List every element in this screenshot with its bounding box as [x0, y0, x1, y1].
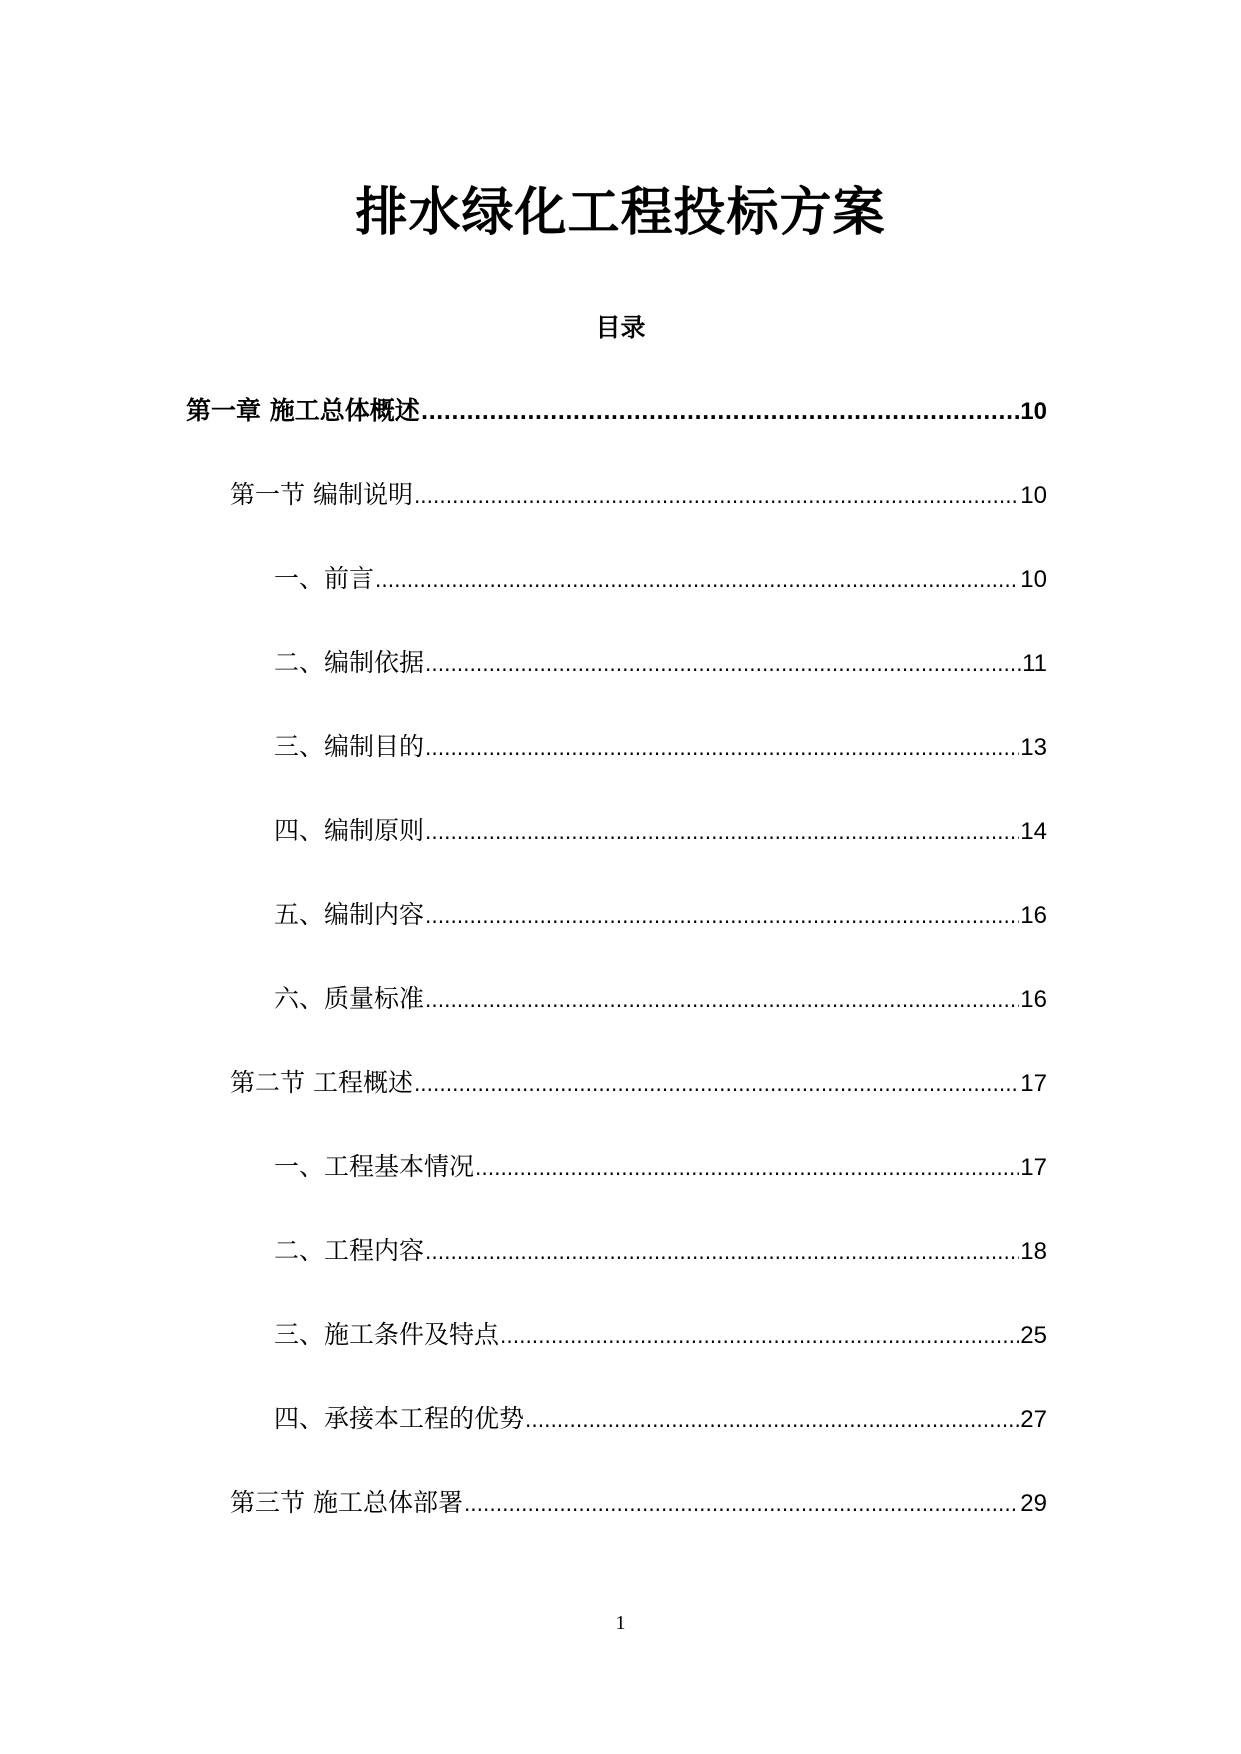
toc-entry-page: 29: [1020, 1490, 1047, 1517]
toc-entry-page: 10: [1020, 398, 1047, 425]
toc-entry-label: 二、工程内容: [274, 1236, 425, 1265]
toc-entry-page: 16: [1020, 902, 1047, 929]
toc-entry-label: 第二节 工程概述: [230, 1068, 413, 1097]
toc-entry-label: 五、编制内容: [274, 900, 425, 929]
toc-entry[interactable]: [274, 1231, 1047, 1271]
toc-entry-label: 二、编制依据: [274, 648, 425, 677]
toc-entry-page: 25: [1020, 1322, 1047, 1349]
page-number: 1: [615, 1612, 626, 1634]
toc-entry-page: 10: [1020, 482, 1047, 509]
toc-entry-label: 第三节 施工总体部署: [230, 1488, 463, 1517]
toc-entry-page: 18: [1020, 1238, 1047, 1265]
toc-entry[interactable]: [274, 1147, 1047, 1187]
toc-entry-page: 17: [1020, 1154, 1047, 1181]
dot-leader: [425, 812, 1019, 852]
toc-entry-label: 三、施工条件及特点: [274, 1320, 500, 1349]
toc-entry[interactable]: [274, 811, 1047, 851]
toc-entry-page: 14: [1020, 818, 1047, 845]
toc-entry[interactable]: [274, 1315, 1047, 1355]
dot-leader: [425, 896, 1019, 936]
toc-entry-page: 16: [1020, 986, 1047, 1013]
toc-entry-label: 第一章 施工总体概述: [186, 396, 420, 425]
toc-entry-page: 10: [1020, 566, 1047, 593]
toc-entry-page: 27: [1020, 1406, 1047, 1433]
toc-entry-label: 第一节 编制说明: [230, 480, 413, 509]
toc-entry[interactable]: [274, 1399, 1047, 1439]
toc-entry-label: 四、承接本工程的优势: [274, 1404, 525, 1433]
toc-entry-page: 13: [1020, 734, 1047, 761]
toc-entry-label: 一、前言: [274, 564, 375, 593]
toc-entry[interactable]: [230, 1483, 1047, 1523]
toc-heading: 目录: [595, 313, 646, 342]
dot-leader: [425, 728, 1019, 768]
dot-leader: [425, 644, 1021, 684]
toc-entry-label: 六、质量标准: [274, 984, 425, 1013]
toc-entry[interactable]: [230, 1063, 1047, 1103]
dot-leader: [421, 392, 1020, 432]
dot-leader: [414, 476, 1019, 516]
toc-entry[interactable]: [186, 391, 1047, 431]
toc-entry-page: 11: [1022, 650, 1047, 677]
toc-entry-label: 一、工程基本情况: [274, 1152, 475, 1181]
dot-leader: [475, 1148, 1019, 1188]
dot-leader: [425, 1232, 1019, 1272]
dot-leader: [525, 1400, 1019, 1440]
toc-entry[interactable]: [274, 643, 1047, 683]
toc-entry[interactable]: [274, 895, 1047, 935]
dot-leader: [464, 1484, 1019, 1524]
document-title: 排水绿化工程投标方案: [355, 183, 886, 243]
toc-entry[interactable]: [274, 727, 1047, 767]
dot-leader: [414, 1064, 1019, 1104]
dot-leader: [425, 980, 1019, 1020]
toc-entry[interactable]: [274, 979, 1047, 1019]
toc-entry[interactable]: [274, 559, 1047, 599]
toc-entry-label: 四、编制原则: [274, 816, 425, 845]
toc-entry-label: 三、编制目的: [274, 732, 425, 761]
dot-leader: [500, 1316, 1019, 1356]
toc-entry[interactable]: [230, 475, 1047, 515]
toc-entry-page: 17: [1020, 1070, 1047, 1097]
dot-leader: [375, 560, 1019, 600]
